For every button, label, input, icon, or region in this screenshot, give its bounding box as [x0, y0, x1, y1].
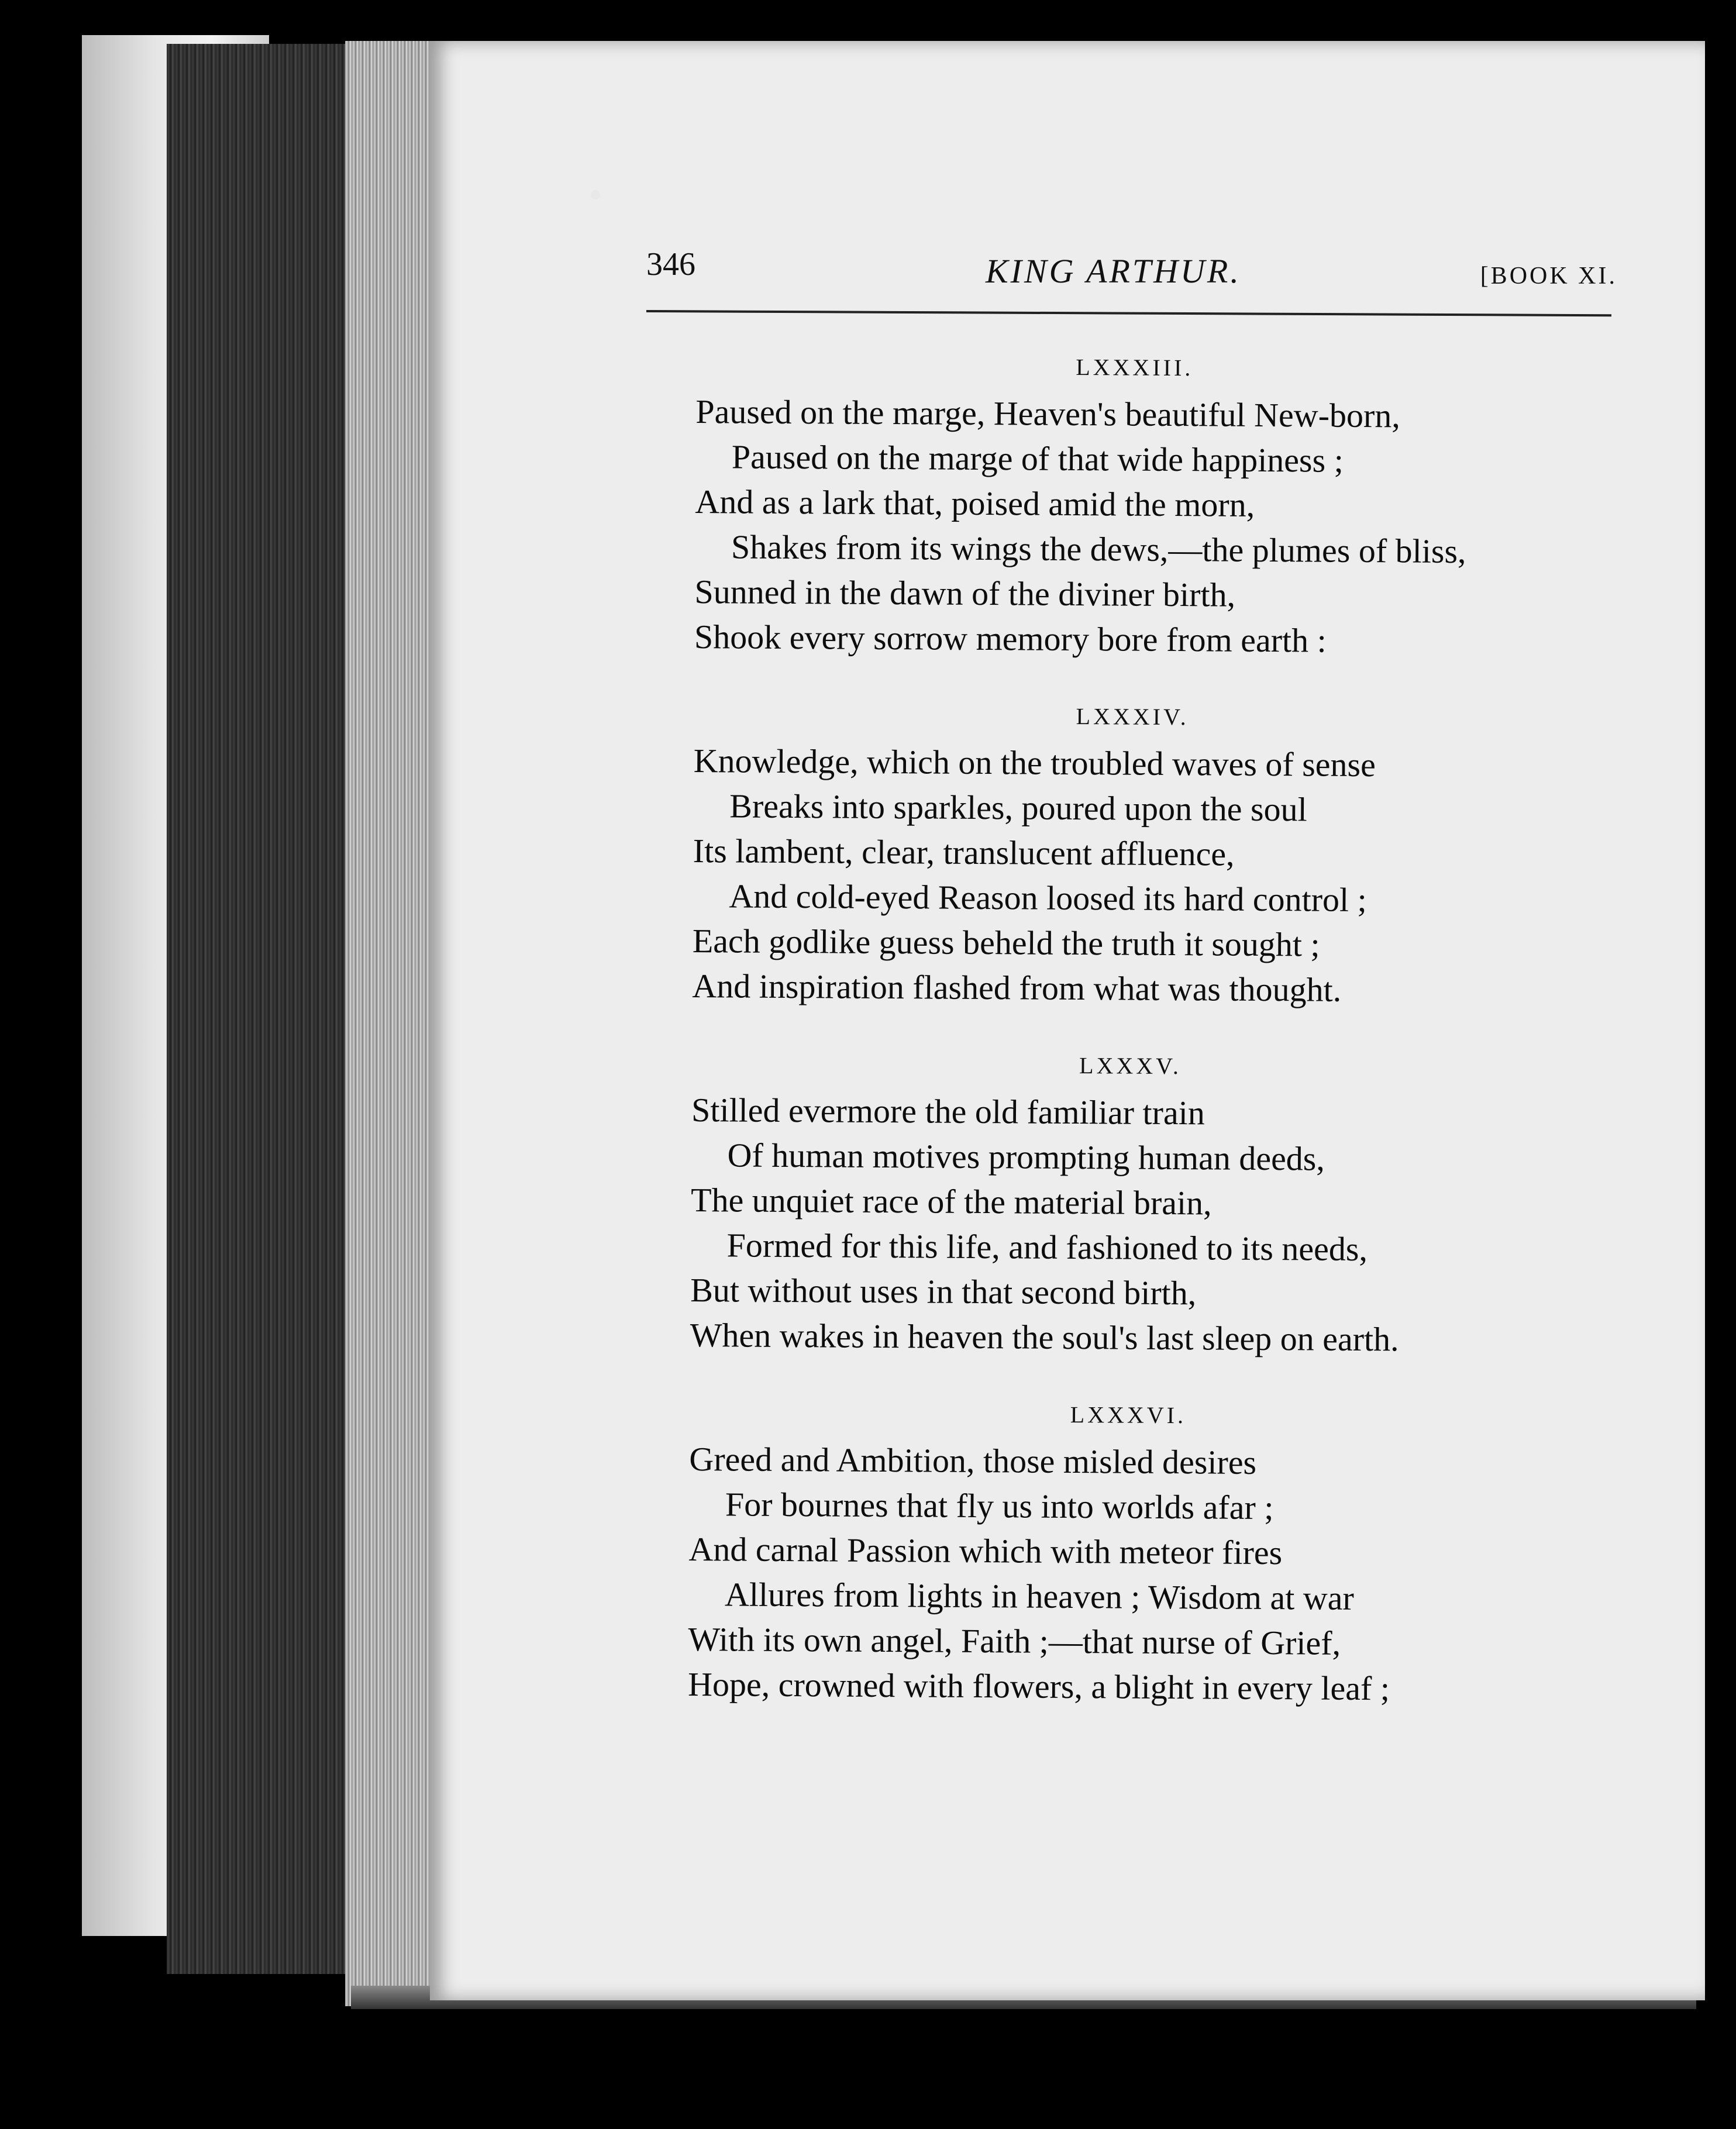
poem-line: Shakes from its wings the dews,—the plumes of bliss, [731, 528, 1466, 571]
poem-line: Each godlike guess beheld the truth it sought ; [692, 921, 1320, 964]
stanza-numeral: LXXXVI. [1070, 1401, 1187, 1429]
poem-body [687, 351, 1608, 1753]
poem-line: Sunned in the dawn of the diviner birth, [694, 572, 1236, 614]
poem-line: Greed and Ambition, those misled desires [689, 1439, 1257, 1482]
poem-line: And inspiration flashed from what was thought. [692, 966, 1342, 1009]
poem-line: Its lambent, clear, translucent affluence, [693, 831, 1235, 873]
poem-line: For bournes that fly us into worlds afar ; [725, 1485, 1274, 1527]
poem-line: Of human motives prompting human deeds, [727, 1136, 1325, 1178]
book-spine-pages [167, 44, 360, 1974]
running-title: KING ARTHUR. [986, 252, 1241, 290]
poem-line: And cold-eyed Reason loosed its hard control ; [729, 877, 1367, 919]
book-reference: [BOOK XI. [1480, 263, 1617, 290]
poem-line: With its own angel, Faith ;—that nurse of Grief, [688, 1620, 1341, 1662]
poem-line: Shook every sorrow memory bore from earth : [694, 617, 1327, 660]
page-number: 346 [646, 246, 695, 283]
poem-line: When wakes in heaven the soul's last sleep on earth. [690, 1315, 1399, 1359]
poem-line: Stilled evermore the old familiar train [691, 1090, 1205, 1132]
poem-line: Paused on the marge, Heaven's beautiful New-born, [695, 392, 1401, 435]
page-header [646, 246, 1617, 310]
stanza-numeral: LXXXIV. [1076, 702, 1189, 731]
poem-line: But without uses in that second birth, [690, 1270, 1197, 1312]
stanza [692, 700, 1606, 1014]
stanza [690, 1049, 1604, 1363]
poem-line: Paused on the marge of that wide happiness ; [731, 437, 1344, 480]
stanza [688, 1398, 1602, 1713]
poem-line: Allures from lights in heaven ; Wisdom at war [724, 1575, 1355, 1617]
poem-line: Breaks into sparkles, poured upon the soul [729, 787, 1307, 829]
stanza-numeral: LXXXIII. [1076, 353, 1194, 381]
stanza [694, 351, 1608, 665]
stanza-numeral: LXXXV. [1079, 1052, 1182, 1080]
poem-line: And as a lark that, poised amid the morn, [695, 482, 1255, 524]
poem-line: And carnal Passion which with meteor fires [688, 1529, 1283, 1572]
poem-line: The unquiet race of the material brain, [690, 1180, 1212, 1222]
poem-line: Hope, crowned with flowers, a blight in every leaf ; [687, 1665, 1390, 1708]
poem-line: Knowledge, which on the troubled waves of sense [693, 741, 1376, 784]
page-speck [591, 190, 600, 199]
poem-line: Formed for this life, and fashioned to its needs, [726, 1226, 1368, 1269]
